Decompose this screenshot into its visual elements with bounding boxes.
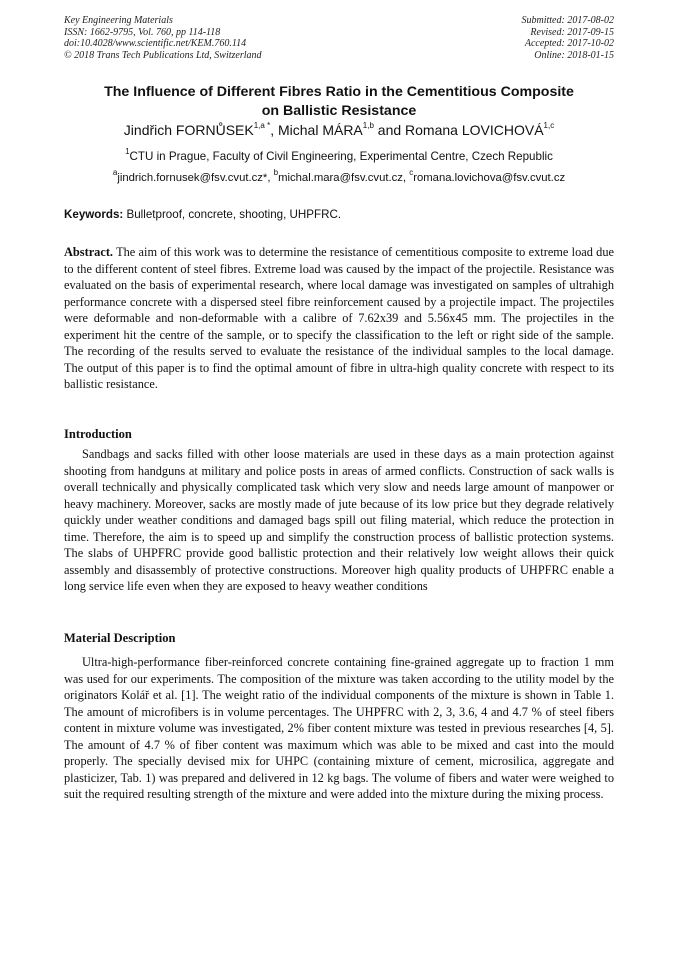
affiliation-text: CTU in Prague, Faculty of Civil Engineering, Experimental Centre, Czech Republic <box>129 150 553 163</box>
email-c[interactable]: romana.lovichova@fsv.cvut.cz <box>413 172 566 184</box>
journal-name: Key Engineering Materials <box>64 15 173 26</box>
publication-dates <box>522 15 615 61</box>
date-submitted: Submitted: 2017-08-02 <box>521 15 614 26</box>
date-online: Online: 2018-01-15 <box>534 49 614 61</box>
title-line-2: on Ballistic Resistance <box>261 103 417 119</box>
author-sep: , <box>270 122 278 138</box>
email-list <box>30 168 648 186</box>
keywords-label: Keywords: <box>64 208 124 221</box>
paper-title <box>50 83 628 121</box>
journal-info <box>64 15 262 61</box>
date-revised: Revised: 2017-09-15 <box>530 26 614 38</box>
affiliation <box>40 149 638 164</box>
author-1-affil: 1,a * <box>253 121 271 131</box>
issn: ISSN: 1662-9795, Vol. 760, pp 114-118 <box>64 26 221 38</box>
abstract <box>64 244 614 393</box>
keywords <box>64 207 341 222</box>
keywords-text: Bulletproof, concrete, shooting, UHPFRC. <box>123 208 342 221</box>
introduction-body: Sandbags and sacks filled with other loose materials are used in these days as a main protection against shooting from handguns at military and police posts in areas of armed conflicts. Construction of sack walls is overall technically and physically complicated task which very slow and needs large amount of manpower or heavy machinery. Moreover, sacks are mostly made of jute because of its low price but they degrade relatively quickly under weather conditions and damaged bags spill out filing material, which reduce the protection in time. Therefore, the aim is to speed up and simplify the construction process of ballistic protection systems. The slabs of UHPFRC provide good ballistic protection and their relatively low weight allows their quick assembly and disassembly of protective constructions. Moreover high quality products of UHPFRC enable a long service life even when they are exposed to heavy weather conditions <box>64 447 614 594</box>
author-3: Romana LOVICHOVÁ <box>405 122 544 138</box>
author-1: Jindřich FORNŮSEK <box>123 122 254 138</box>
affiliation-mark: 1 <box>125 147 130 157</box>
email-mark-b: b <box>273 168 279 178</box>
email-mark-c: c <box>409 168 414 178</box>
author-2: Michal MÁRA <box>277 122 363 138</box>
title-line-1: The Influence of Different Fibres Ratio in the Cementitious Composite <box>104 84 574 100</box>
email-a[interactable]: jindrich.fornusek@fsv.cvut.cz*, <box>117 172 274 184</box>
copyright: © 2018 Trans Tech Publications Ltd, Switzerland <box>64 49 262 61</box>
author-list <box>40 121 638 139</box>
author-2-affil: 1,b <box>362 121 374 131</box>
author-3-affil: 1,c <box>543 121 555 131</box>
introduction-heading: Introduction <box>64 427 132 441</box>
material-body: Ultra-high-performance fiber-reinforced concrete containing fine-grained aggregate up to fraction 1 mm was used for our experiments. The composition of the mixture was taken according to the utility model by the originators Kolář et al. [1]. The weight ratio of the individual components of the mixture is shown in Table 1. The amount of microfibers is in volume percentages. The UHPFRC with 2, 3, 3.6, 4 and 4.7 % of steel fibers content in mixture volume was investigated, 2% fiber content mixture was tested in previous researches [4, 5]. The amount of 4.7 % of fiber content was maximum which was able to be mixed and cast into the mould properly. The specially devised mix for UHPC (containing mixture of cement, microsilica, aggregate and plasticizer, Tab. 1) was prepared and delivered in 12 kg bags. The volume of fibers and water were weighed to suit the required resulting strength of the mixture and were added into the mixture during the mixing process. <box>64 655 614 802</box>
abstract-label: Abstract. <box>64 245 114 259</box>
doi: doi:10.4028/www.scientific.net/KEM.760.114 <box>64 38 247 49</box>
abstract-text: The aim of this work was to determine the resistance of cementitious composite to extreme load due to the different content of steel fibres. Extreme load was caused by the impact of the projectile. Resistance was evaluated on the basis of experimental research, where local damage was investigated on samples of ultrahigh performance concrete with a dispersed steel fibre reinforcement caused by a projectile impact. The projectiles were deformable and non-deformable with a calibre of 7.62x39 and 5.56x45 mm. The projectiles in the experiment hit the centre of the sample, or to specify the classification to the left or right side of the sample. The recording of the results served to evaluate the resistance of the individual samples to the local damage. The output of this paper is to find the optimal amount of fibre in ultra-high quality concrete with respect to its ballistic resistance. <box>64 245 614 392</box>
date-accepted: Accepted: 2017-10-02 <box>524 38 614 49</box>
material-heading: Material Description <box>64 631 176 645</box>
author-sep: and <box>373 122 406 138</box>
email-mark-a: a <box>112 168 118 178</box>
email-b[interactable]: michal.mara@fsv.cvut.cz, <box>278 172 410 184</box>
